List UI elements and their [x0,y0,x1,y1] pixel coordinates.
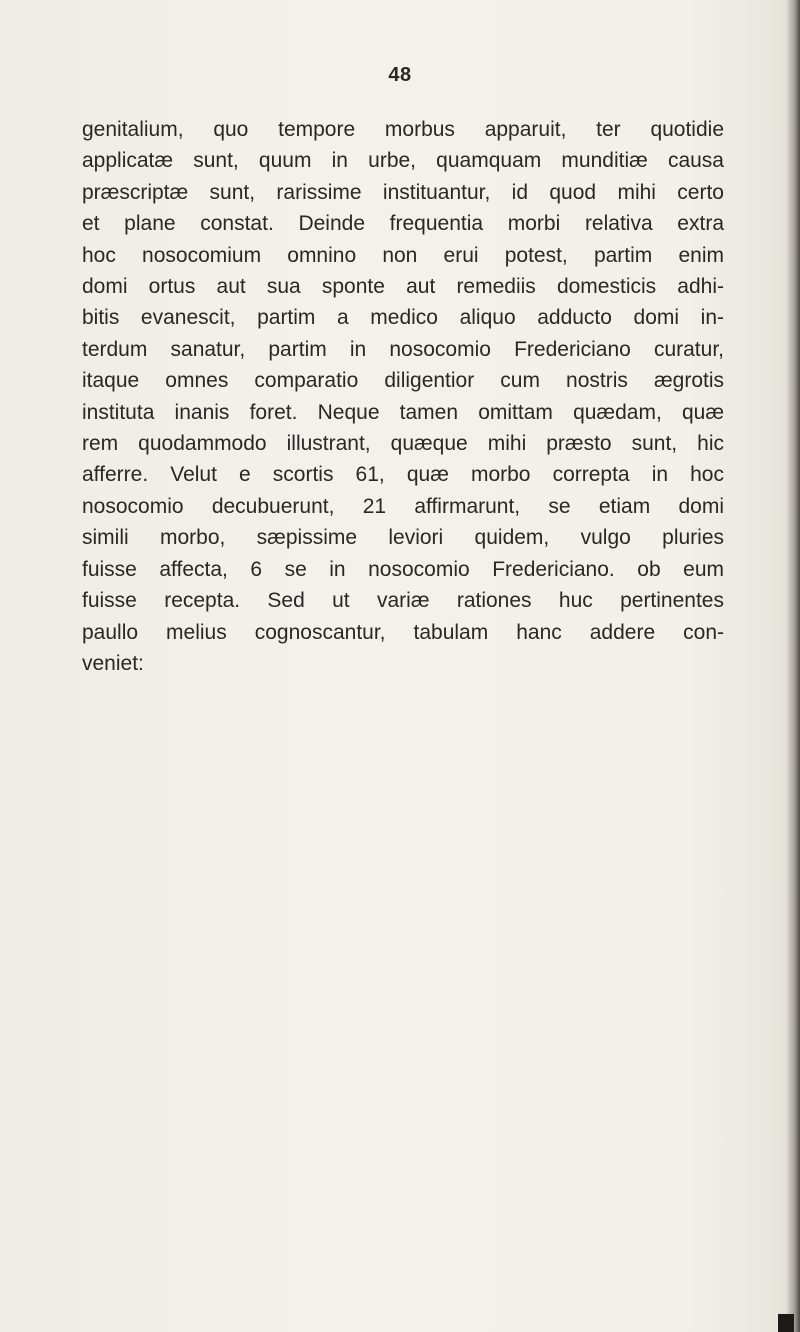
text-line: applicatæ sunt, quum in urbe, quamquam munditiæ causa [82,149,724,173]
page-edge-shadow [786,0,800,1332]
text-line: et plane constat. Deinde frequentia morbi relativa extra [82,212,724,236]
text-line: nosocomio decubuerunt, 21 affirmarunt, se etiam domi [82,494,724,518]
text-line: afferre. Velut e scortis 61, quæ morbo correpta in hoc [82,463,724,487]
text-line: itaque omnes comparatio diligentior cum nostris ægrotis [82,369,724,393]
text-line: præscriptæ sunt, rarissime instituantur, id quod mihi certo [82,180,724,204]
text-line: terdum sanatur, partim in nosocomio Fredericiano curatur, [82,337,724,361]
text-line: paullo melius cognoscantur, tabulam hanc addere con- [82,620,724,644]
text-line: fuisse affecta, 6 se in nosocomio Fredericiano. ob eum [82,557,724,581]
text-line: genitalium, quo tempore morbus apparuit, ter quotidie [82,118,724,141]
body-paragraph [82,114,724,679]
text-line: bitis evanescit, partim a medico aliquo adducto domi in- [82,306,724,330]
text-line: domi ortus aut sua sponte aut remediis domesticis adhi- [82,275,724,299]
text-line: instituta inanis foret. Neque tamen omittam quædam, quæ [82,400,724,424]
text-line: simili morbo, sæpissime leviori quidem, vulgo pluries [82,526,724,550]
text-line: fuisse recepta. Sed ut variæ rationes huc pertinentes [82,589,724,613]
text-line-last: veniet: [82,651,144,675]
page-number: 48 [388,64,412,86]
text-line: hoc nosocomium omnino non erui potest, partim enim [82,243,724,267]
corner-mark [778,1314,794,1332]
text-line: rem quodammodo illustrant, quæque mihi præsto sunt, hic [82,432,724,456]
